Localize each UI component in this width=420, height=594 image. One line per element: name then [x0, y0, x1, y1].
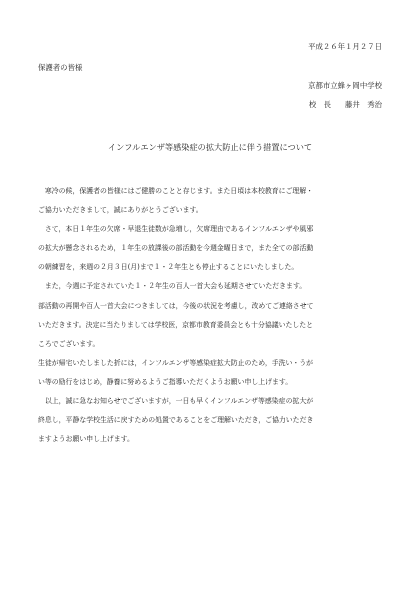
body-line: ますようお願い申し上げます。 — [38, 435, 134, 444]
body-line: 終息し，平静な学校生活に戻すための処置であることをご理解いただき，ご協力いただき — [38, 416, 314, 425]
principal-role: 校 長 — [308, 100, 332, 109]
letter-title: インフルエンザ等感染症の拡大防止に伴う措置について — [107, 142, 313, 152]
body-line: 以上，誠に急なお知らせでございますが，一日も早くインフルエンザ等感染症の拡大が — [38, 397, 314, 406]
letter-body — [38, 182, 386, 449]
body-line: 寒冷の候，保護者の皆様にはご健勝のことと存じます。また日頃は本校教育にご理解・ — [38, 187, 314, 195]
body-line: さて，本日１年生の欠席・早退生徒数が急増し，欠席理由であるインフルエンザや風邪 — [38, 225, 314, 234]
body-line: い等の励行をはじめ，静養に努めるようご指導いただくようお願い申し上げます。 — [38, 377, 293, 386]
body-line: いただきます。決定に当たりましては学校医，京都市教育委員会とも十分協議いたしたと — [38, 320, 314, 329]
body-line: の拡大が懸念されるため，１年生の放課後の部活動を今週金曜日まで，また全ての部活動 — [38, 244, 314, 253]
body-line: また，今週に予定されていた１・２年生の百人一首大会も延期させていただきます。 — [38, 282, 307, 291]
school-name: 京都市立蜂ヶ岡中学校 — [308, 81, 382, 90]
body-line: ご協力いただきまして，誠にありがとうございます。 — [38, 206, 203, 215]
letter-date: 平成２６年１月２７日 — [308, 42, 382, 51]
principal-name: 藤井 秀治 — [345, 100, 382, 109]
body-line: 部活動の再開や百人一首大会につきましては，今後の状況を考慮し，改めてご連絡させて — [38, 301, 314, 310]
body-line: の朝練習を，来週の２月３日(月)まで１・２年生とも停止することにいたしました。 — [38, 263, 299, 272]
recipient-line: 保護者の皆様 — [38, 63, 83, 72]
principal-line — [309, 99, 382, 110]
body-line: ころでございます。 — [38, 339, 100, 348]
body-line: 生徒が帰宅いたしました折には，インフルエンザ等感染症拡大防止のため，手洗い・うが — [38, 358, 314, 367]
